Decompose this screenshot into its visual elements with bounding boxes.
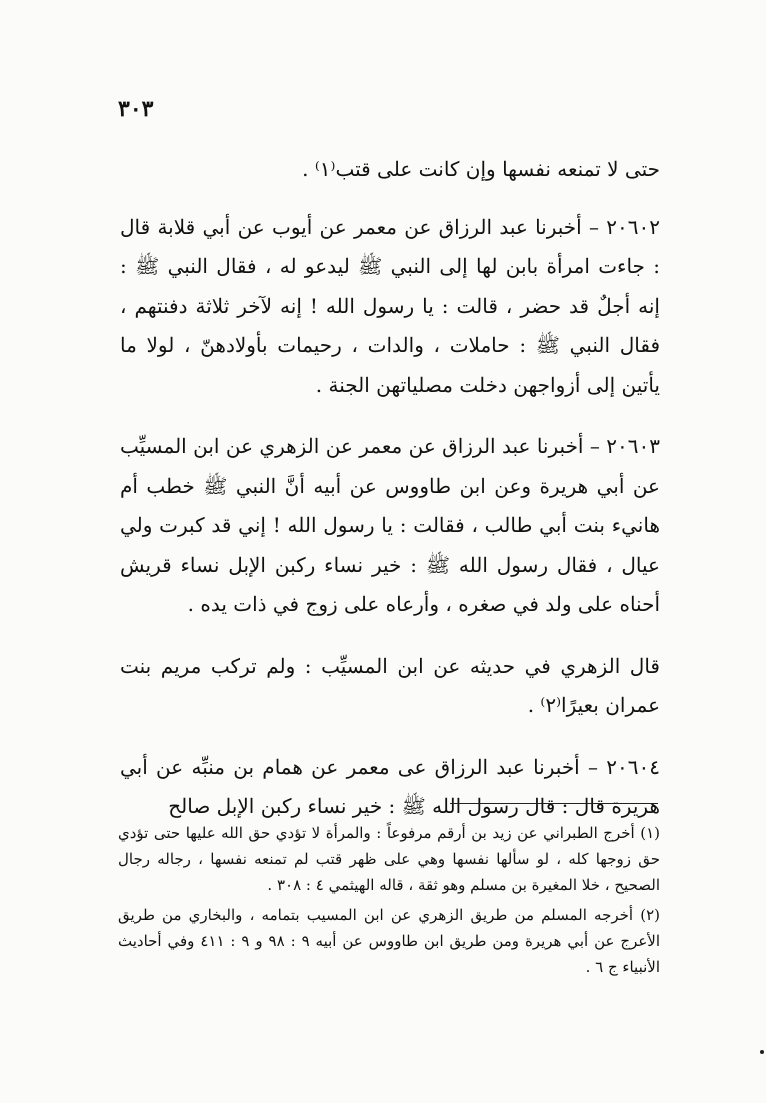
footnotes [118,820,660,984]
footnote-separator [450,803,658,804]
hadith-20602: ٢٠٦٠٢ – أخبرنا عبد الرزاق عن معمر عن أيوب عن أبي قلابة قال : جاءت امرأة بابن لها إلى النبي ﷺ ليدعو له ، فقال النبي ﷺ : إنه أجلٌ قد حضر ، قالت : يا رسول الله ! إنه لآخر ثلاثة دفنتهم ، فقال النبي ﷺ : حاملات ، والدات ، رحيمات بأولادهنّ ، لولا ما يأتين إلى أزواجهن دخلت مصلياتهن الجنة . [120,214,660,397]
zuhri-comment: قال الزهري في حديثه عن ابن المسيِّب : ولم تركب مريم بنت عمران بعيرًا⁽٢⁾ . [120,653,660,717]
page-number: ٣٠٣ [118,96,154,122]
margin-dot [760,1050,764,1054]
footnote-2: (٢) أخرجه المسلم من طريق الزهري عن ابن المسيب بتمامه ، والبخاري من طريق الأعرج عن أبي هريرة ومن طريق ابن طاووس عن أبيه ٩ : ٩٨ و ٩ : ٤١١ وفي أحاديث الأنبياء ج ٦ . [118,906,661,976]
hadith-20603: ٢٠٦٠٣ – أخبرنا عبد الرزاق عن معمر عن الزهري عن ابن المسيِّب عن أبي هريرة وعن ابن طاووس عن أبيه أنَّ النبي ﷺ خطب أم هانيء بنت أبي طالب ، فقالت : يا رسول الله ! إني قد كبرت ولي عيال ، فقال رسول الله ﷺ : خير نساء ركبن الإبل نساء قريش أحناه على ولد في صغره ، وأرعاه على زوج في ذات يده . [120,434,660,616]
paragraph-continuation: حتى لا تمنعه نفسها وإن كانت على قتب⁽١⁾ . [302,157,660,181]
footnote-1: (١) أخرج الطبراني عن زيد بن أرقم مرفوعاً : والمرأة لا تؤدي حق الله عليها حتى تؤدي حق زوجها كله ، لو سألها نفسها وهي على ظهر قتب لم تمنعه نفسها ، رجاله رجال الصحيح ، خلا المغيرة بن مسلم وهو ثقة ، قاله الهيثمي ٤ : ٣٠٨ . [118,824,660,894]
main-text [120,150,660,849]
hadith-20604: ٢٠٦٠٤ – أخبرنا عبد الرزاق عى معمر عن همام بن منبِّه عن أبي هريرة قال : قال رسول الله ﷺ : خير نساء ركبن الإبل صالح [120,754,660,818]
